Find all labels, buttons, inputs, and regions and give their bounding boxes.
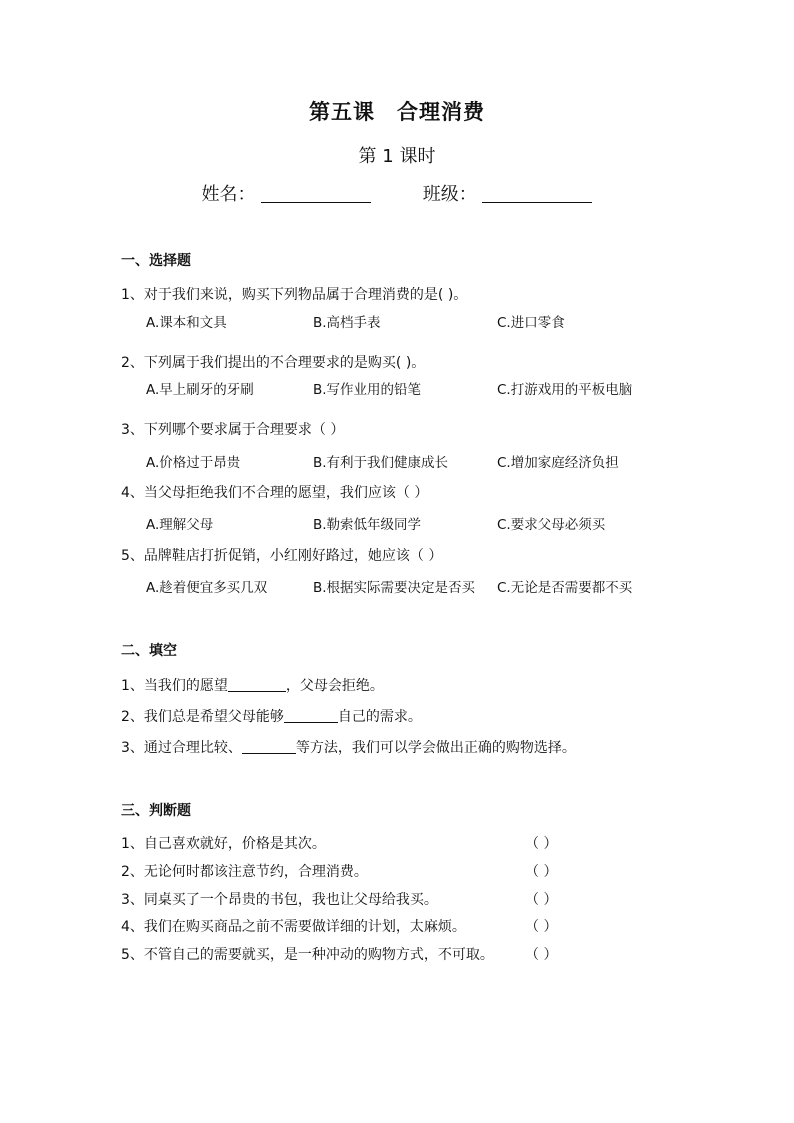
choice-option-b[interactable]: B.高档手表	[313, 315, 381, 331]
fill-question	[121, 737, 576, 757]
name-label: 姓名：	[201, 184, 256, 205]
fill-blank[interactable]	[242, 739, 296, 754]
choice-option-b[interactable]: B.写作业用的铅笔	[313, 382, 422, 398]
fill-question	[121, 706, 422, 726]
page-title	[0, 96, 794, 126]
fill-text: 等方法，我们可以学会做出正确的购物选择。	[295, 740, 576, 756]
fill-text: 自己的需求。	[337, 709, 422, 725]
title-lesson: 第五课	[309, 100, 375, 124]
choice-question: 3、下列哪个要求属于合理要求（ ）	[121, 422, 345, 438]
section-heading-choice: 一、选择题	[121, 253, 191, 269]
judge-answer-box[interactable]: （ ）	[525, 947, 558, 963]
choice-option-a[interactable]: A.课本和文具	[146, 315, 227, 331]
judge-answer-box[interactable]: （ ）	[525, 864, 558, 880]
judge-question: 2、无论何时都该注意节约，合理消费。	[121, 864, 368, 880]
judge-answer-box[interactable]: （ ）	[525, 919, 558, 935]
choice-option-a[interactable]: A.早上刷牙的牙刷	[146, 382, 254, 398]
section-heading-judge: 三、判断题	[121, 803, 191, 819]
choice-question: 4、当父母拒绝我们不合理的愿望，我们应该（ ）	[121, 485, 429, 501]
choice-option-a[interactable]: A.理解父母	[146, 517, 214, 533]
choice-question: 1、对于我们来说，购买下列物品属于合理消费的是( )。	[121, 287, 468, 303]
choice-option-c[interactable]: C.无论是否需要都不买	[497, 580, 633, 596]
choice-question: 2、下列属于我们提出的不合理要求的是购买( )。	[121, 355, 426, 371]
judge-answer-box[interactable]: （ ）	[525, 892, 558, 908]
fill-text: ，父母会拒绝。	[285, 678, 384, 694]
fill-text: 1、当我们的愿望	[121, 678, 228, 694]
choice-option-c[interactable]: C.要求父母必须买	[497, 517, 606, 533]
choice-option-b[interactable]: B.根据实际需要决定是否买	[313, 580, 476, 596]
choice-option-c[interactable]: C.打游戏用的平板电脑	[497, 382, 633, 398]
student-info-row	[0, 180, 794, 206]
choice-option-a[interactable]: A.价格过于昂贵	[146, 455, 241, 471]
judge-question: 1、自己喜欢就好，价格是其次。	[121, 836, 326, 852]
choice-option-c[interactable]: C.进口零食	[497, 315, 565, 331]
judge-answer-box[interactable]: （ ）	[525, 836, 558, 852]
judge-question: 3、同桌买了一个昂贵的书包，我也让父母给我买。	[121, 892, 438, 908]
fill-blank[interactable]	[284, 708, 338, 723]
fill-question	[121, 675, 384, 695]
class-blank[interactable]	[482, 184, 592, 203]
section-heading-fill: 二、填空	[121, 643, 177, 659]
choice-option-b[interactable]: B.勒索低年级同学	[313, 517, 422, 533]
choice-option-b[interactable]: B.有利于我们健康成长	[313, 455, 449, 471]
choice-question: 5、品牌鞋店打折促销，小红刚好路过，她应该（ ）	[121, 548, 443, 564]
title-topic: 合理消费	[397, 100, 485, 124]
fill-text: 3、通过合理比较、	[121, 740, 242, 756]
judge-question: 5、不管自己的需要就买，是一种冲动的购物方式，不可取。	[121, 947, 494, 963]
fill-text: 2、我们总是希望父母能够	[121, 709, 284, 725]
class-label: 班级：	[422, 184, 477, 205]
judge-question: 4、我们在购买商品之前不需要做详细的计划，太麻烦。	[121, 919, 466, 935]
choice-option-a[interactable]: A.趁着便宜多买几双	[146, 580, 268, 596]
choice-option-c[interactable]: C.增加家庭经济负担	[497, 455, 619, 471]
fill-blank[interactable]	[228, 677, 286, 692]
name-blank[interactable]	[261, 184, 371, 203]
page-subtitle: 第 1 课时	[358, 146, 436, 167]
